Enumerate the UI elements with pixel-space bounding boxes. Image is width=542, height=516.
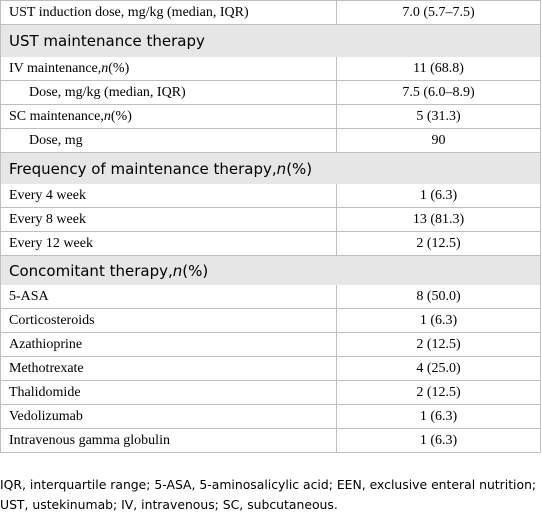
row-value: 1 (6.3) [337,405,541,428]
row-label: Intravenous gamma globulin [1,429,337,452]
section-header [1,256,541,285]
row-value: 1 (6.3) [337,309,541,332]
row-label: Corticosteroids [1,309,337,332]
table-row [1,81,541,105]
row-label: Every 8 week [1,208,337,231]
row-label: Azathioprine [1,333,337,356]
row-label: Dose, mg/kg (median, IQR) [1,81,337,104]
row-label: Methotrexate [1,357,337,380]
row-value: 4 (25.0) [337,357,541,380]
row-value: 2 (12.5) [337,333,541,356]
row-value: 1 (6.3) [337,184,541,207]
table-row [1,184,541,208]
row-label: Every 12 week [1,232,337,255]
label-text: IV maintenance, [9,60,102,76]
table-row [1,208,541,232]
label-italic: n [103,108,111,124]
table-row [1,232,541,256]
table-row [1,285,541,309]
label-italic: n [101,60,109,76]
row-value: 2 (12.5) [337,381,541,404]
label-text: SC maintenance, [9,108,104,124]
row-value: 1 (6.3) [337,429,541,452]
section-italic: n [172,261,183,280]
table-row [1,105,541,129]
section-italic: n [276,159,287,178]
row-value: 13 (81.3) [337,208,541,231]
section-title [1,153,541,184]
table-row [1,357,541,381]
table-row [1,309,541,333]
table-row [1,429,541,453]
table-row [1,1,541,25]
section-text: Frequency of maintenance therapy, [9,159,277,178]
section-tail: (%) [286,159,313,178]
row-label: Every 4 week [1,184,337,207]
table-row [1,57,541,81]
row-label: Vedolizumab [1,405,337,428]
section-title [1,256,541,285]
table-footnote: IQR, interquartile range; 5-ASA, 5-aminosalicylic acid; EEN, exclusive enteral nutrition; UST, ustekinumab; IV, intravenous; SC, subcutaneous. [0,477,537,512]
row-value: 7.5 (6.0–8.9) [337,81,541,104]
table-row [1,333,541,357]
row-value: 7.0 (5.7–7.5) [337,1,541,24]
table-row [1,381,541,405]
row-value: 8 (50.0) [337,285,541,308]
row-value: 90 [337,129,541,152]
row-label: Thalidomide [1,381,337,404]
table-row [1,405,541,429]
row-label: UST induction dose, mg/kg (median, IQR) [1,1,337,24]
row-label [1,105,337,128]
row-label [1,57,337,80]
label-tail: (%) [110,108,132,124]
label-tail: (%) [108,60,130,76]
section-text: Concomitant therapy, [9,261,173,280]
row-label: 5-ASA [1,285,337,308]
section-tail: (%) [182,261,209,280]
row-value: 11 (68.8) [337,57,541,80]
section-header [1,153,541,184]
section-header [1,25,541,57]
table-row [1,129,541,153]
section-title: UST maintenance therapy [1,25,541,57]
row-label: Dose, mg [1,129,337,152]
row-value: 5 (31.3) [337,105,541,128]
row-value: 2 (12.5) [337,232,541,255]
